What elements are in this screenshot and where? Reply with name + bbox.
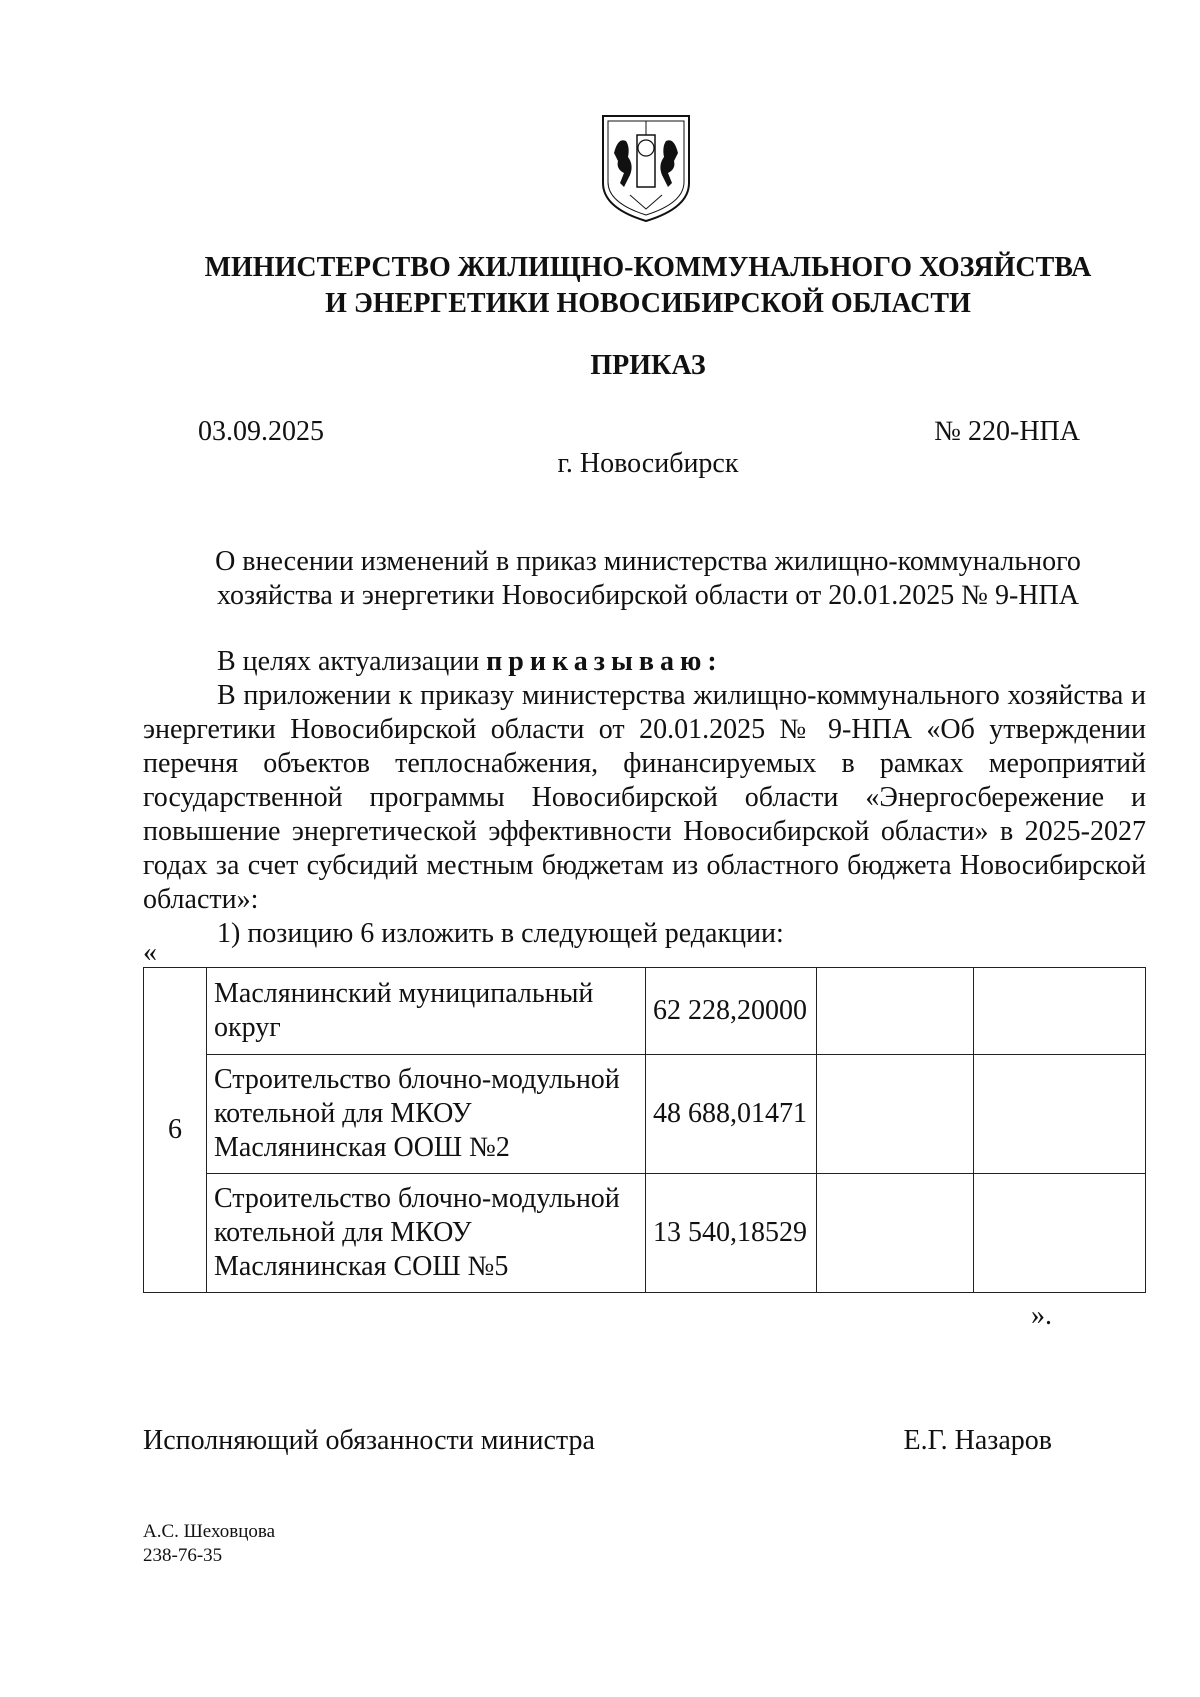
order-city: г. Новосибирск	[557, 448, 739, 479]
ministry-name-line1: МИНИСТЕРСТВО ЖИЛИЩНО-КОММУНАЛЬНОГО ХОЗЯЙСТВА	[204, 252, 1092, 283]
table-row	[144, 968, 1146, 1055]
coat-of-arms-icon	[600, 113, 692, 223]
order-body	[143, 645, 1146, 951]
quote-open: «	[143, 937, 157, 968]
empty-cell	[974, 968, 1146, 1055]
row-amount: 13 540,18529	[646, 1174, 817, 1293]
empty-cell	[817, 1055, 974, 1174]
row-amount: 48 688,01471	[646, 1055, 817, 1174]
empty-cell	[817, 1174, 974, 1293]
executor-info	[143, 1520, 275, 1568]
signatory-title: Исполняющий обязанности министра	[143, 1425, 595, 1456]
table-row	[144, 1174, 1146, 1293]
empty-cell	[974, 1055, 1146, 1174]
executor-name: А.С. Шеховцова	[143, 1521, 276, 1542]
order-subject	[150, 545, 1146, 613]
document-type: ПРИКАЗ	[590, 350, 706, 381]
row-name: Строительство блочно-модульной котельной для МКОУ Маслянинская СОШ №5	[207, 1174, 646, 1293]
subject-line2: хозяйства и энергетики Новосибирской области от 20.01.2025 № 9-НПА	[217, 580, 1079, 611]
subject-line1: О внесении изменений в приказ министерства жилищно-коммунального	[215, 546, 1081, 577]
order-number: № 220-НПА	[934, 416, 1080, 447]
intro-paragraph	[143, 645, 1146, 679]
intro-text: В целях актуализации	[217, 646, 487, 677]
main-paragraph: В приложении к приказу министерства жилищно-коммунального хозяйства и энергетики Новосибирской области от 20.01.2025 № 9-НПА «Об утверждении перечня объектов теплоснабжения, финансируемых в рамках мероприятий государственной программы Новосибирской области «Энергосбережение и повышение энергетической эффективности Новосибирской области» в 2025-2027 годах за счет субсидий местным бюджетам из областного бюджета Новосибирской области»:	[143, 680, 1146, 915]
order-word: приказываю:	[486, 646, 723, 677]
empty-cell	[817, 968, 974, 1055]
quote-close: ».	[1031, 1300, 1052, 1331]
table-row	[144, 1055, 1146, 1174]
ministry-name-line2: И ЭНЕРГЕТИКИ НОВОСИБИРСКОЙ ОБЛАСТИ	[325, 288, 971, 319]
position-number: 6	[144, 968, 207, 1293]
executor-phone: 238-76-35	[143, 1545, 223, 1566]
item-1: 1) позицию 6 изложить в следующей редакции:	[217, 918, 784, 949]
row-name: Маслянинский муниципальный округ	[207, 968, 646, 1055]
row-name: Строительство блочно-модульной котельной для МКОУ Маслянинская ООШ №2	[207, 1055, 646, 1174]
empty-cell	[974, 1174, 1146, 1293]
row-amount: 62 228,20000	[646, 968, 817, 1055]
signatory-name: Е.Г. Назаров	[903, 1425, 1052, 1456]
order-date: 03.09.2025	[198, 416, 324, 447]
position-table	[143, 967, 1146, 1293]
